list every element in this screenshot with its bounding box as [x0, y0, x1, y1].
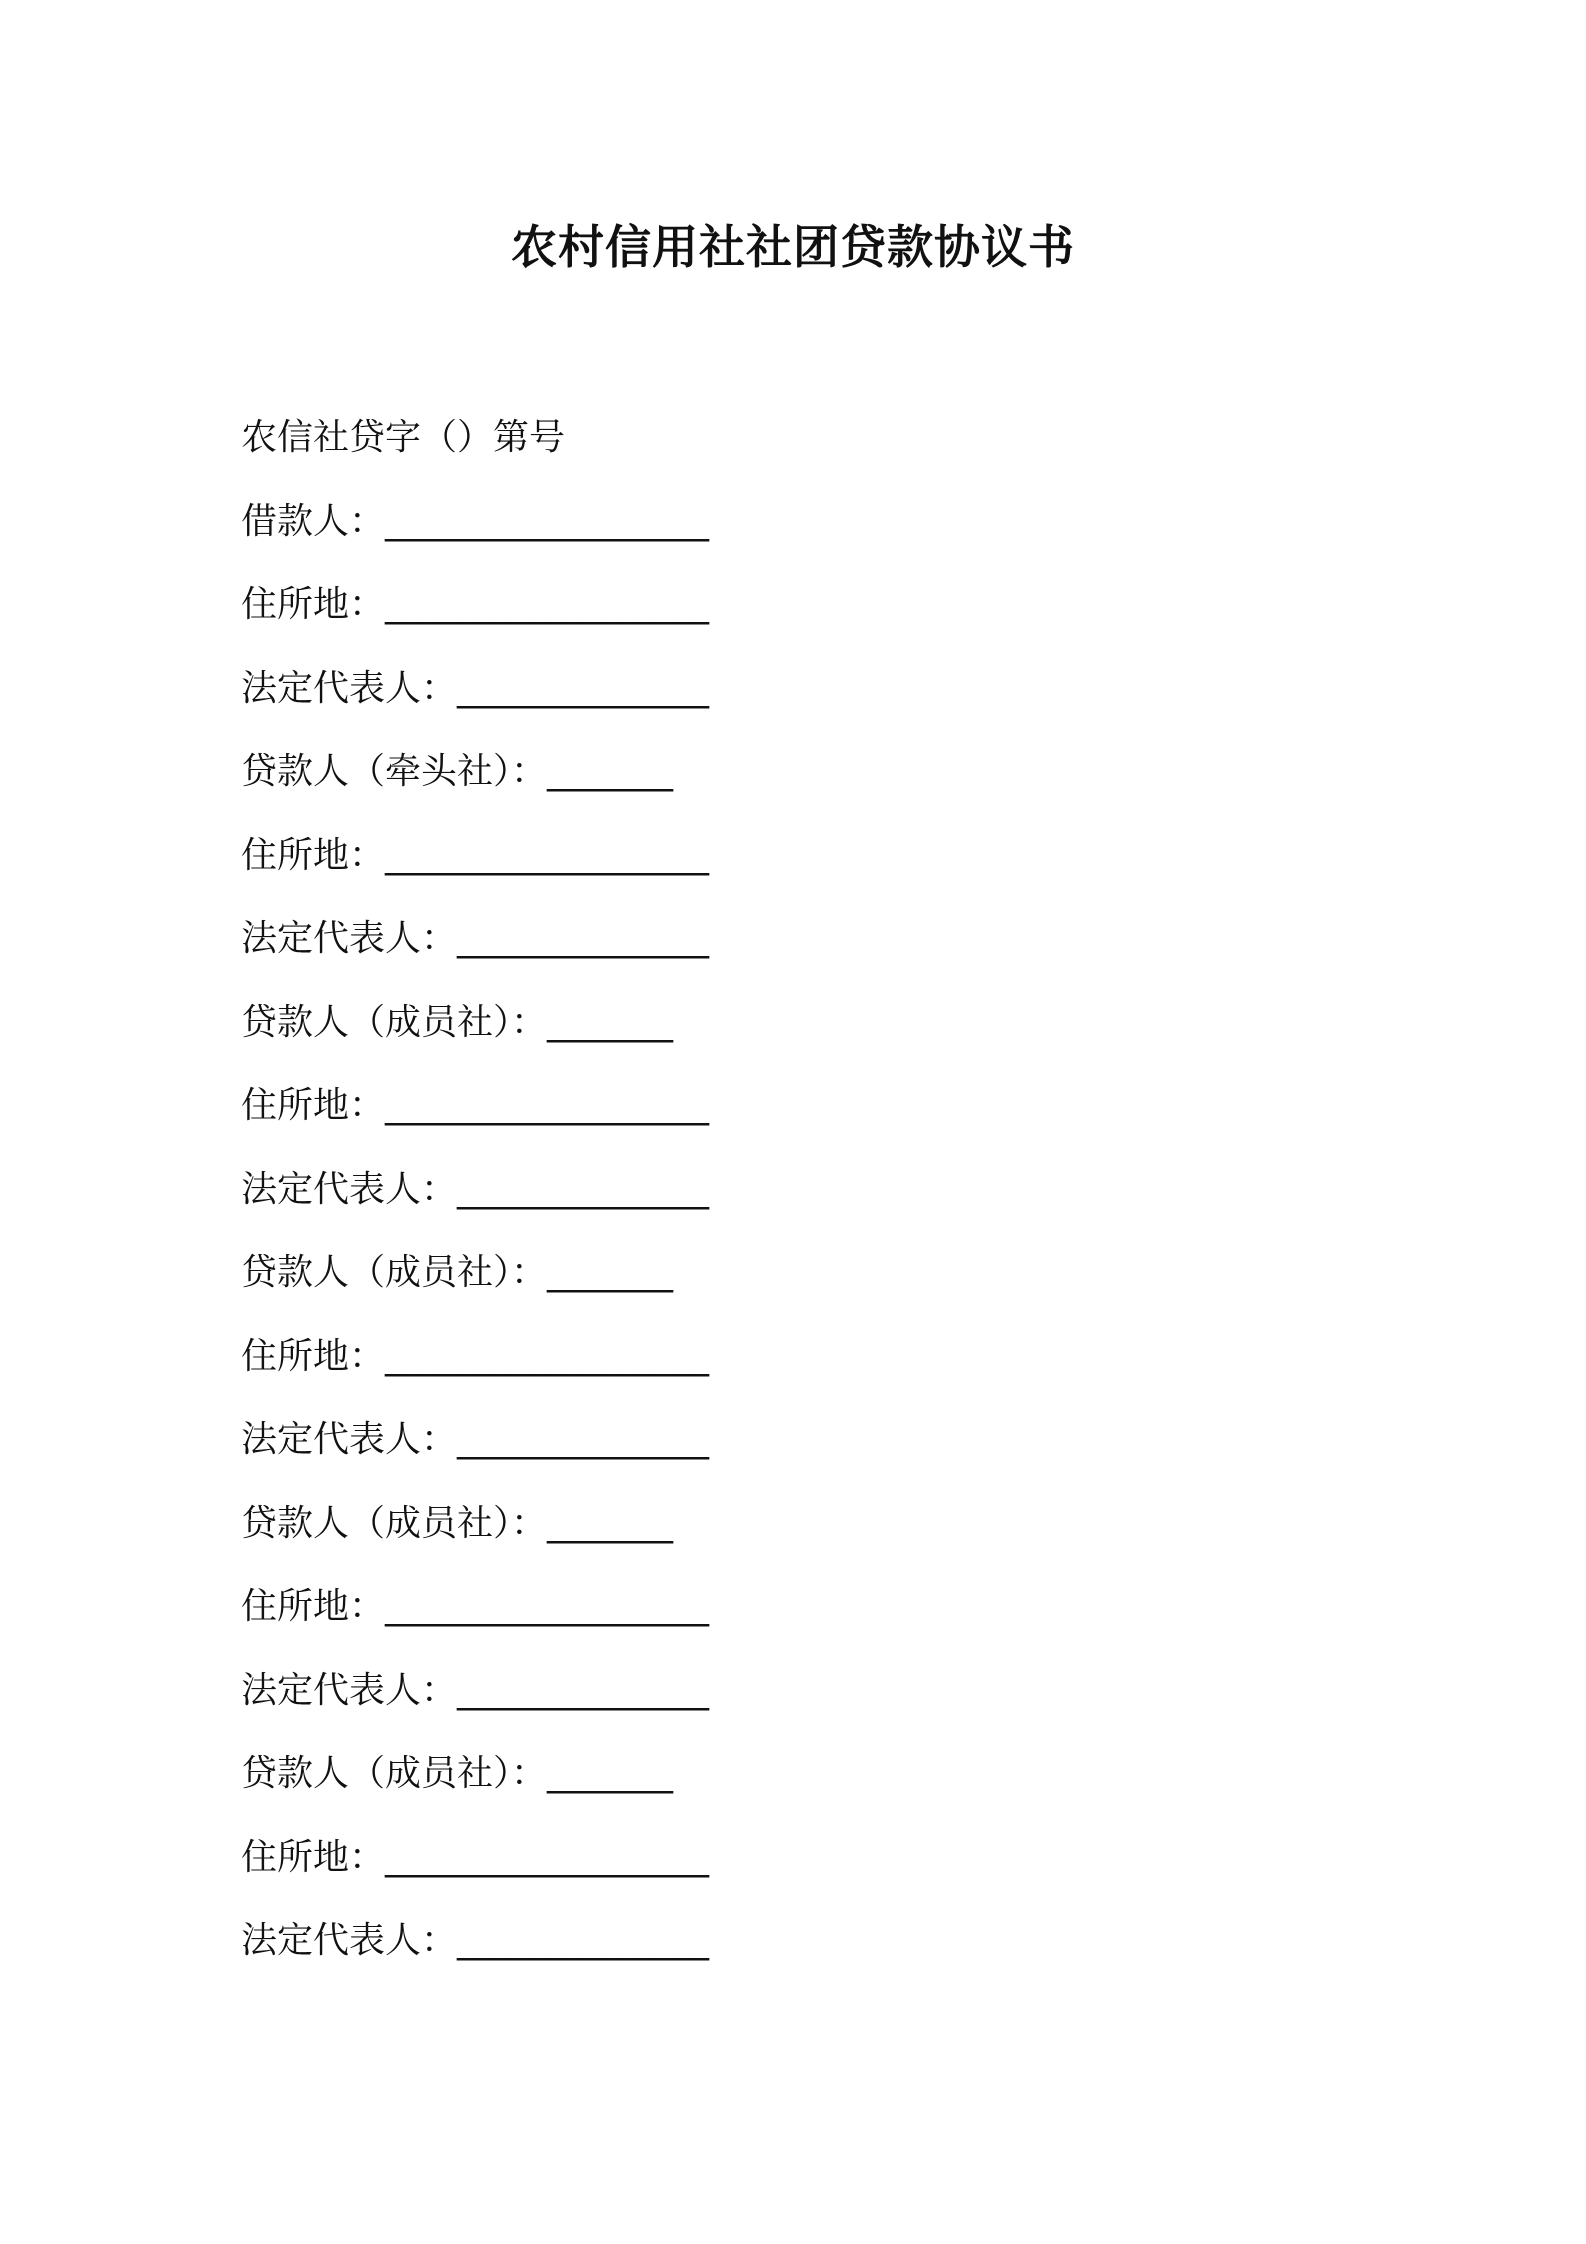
member-lender-4-address-line: 住所地：__________________ [241, 1836, 710, 1878]
member-lender-2-address-line: 住所地：__________________ [241, 1335, 710, 1377]
member-lender-1-address-line: 住所地：__________________ [241, 1085, 710, 1126]
lead-lender-line: 贷款人（牵头社）：_______ [241, 751, 674, 792]
lead-lender-address-line: 住所地：__________________ [241, 834, 710, 876]
lead-lender-legal-rep-line: 法定代表人：______________ [241, 918, 710, 959]
member-lender-3-legal-rep-line: 法定代表人：______________ [241, 1669, 710, 1711]
member-lender-3-line: 贷款人（成员社）：_______ [241, 1502, 674, 1544]
borrower-line: 借款人：__________________ [241, 500, 710, 542]
document-title: 农村信用社社团贷款协议书 [511, 220, 1075, 274]
member-lender-2-line: 贷款人（成员社）：_______ [241, 1252, 674, 1293]
borrower-legal-rep-line: 法定代表人：______________ [241, 667, 710, 709]
member-lender-1-legal-rep-line: 法定代表人：______________ [241, 1168, 710, 1210]
member-lender-4-line: 贷款人（成员社）：_______ [241, 1753, 674, 1794]
borrower-address-line: 住所地：__________________ [241, 584, 710, 625]
document-body [241, 407, 1341, 1994]
member-lender-3-address-line: 住所地：__________________ [241, 1586, 710, 1627]
member-lender-1-line: 贷款人（成员社）：_______ [241, 1001, 674, 1043]
contract-number-line: 农信社贷字（）第号 [241, 417, 566, 458]
member-lender-2-legal-rep-line: 法定代表人：______________ [241, 1419, 710, 1460]
member-lender-4-legal-rep-line: 法定代表人：______________ [241, 1920, 710, 1961]
